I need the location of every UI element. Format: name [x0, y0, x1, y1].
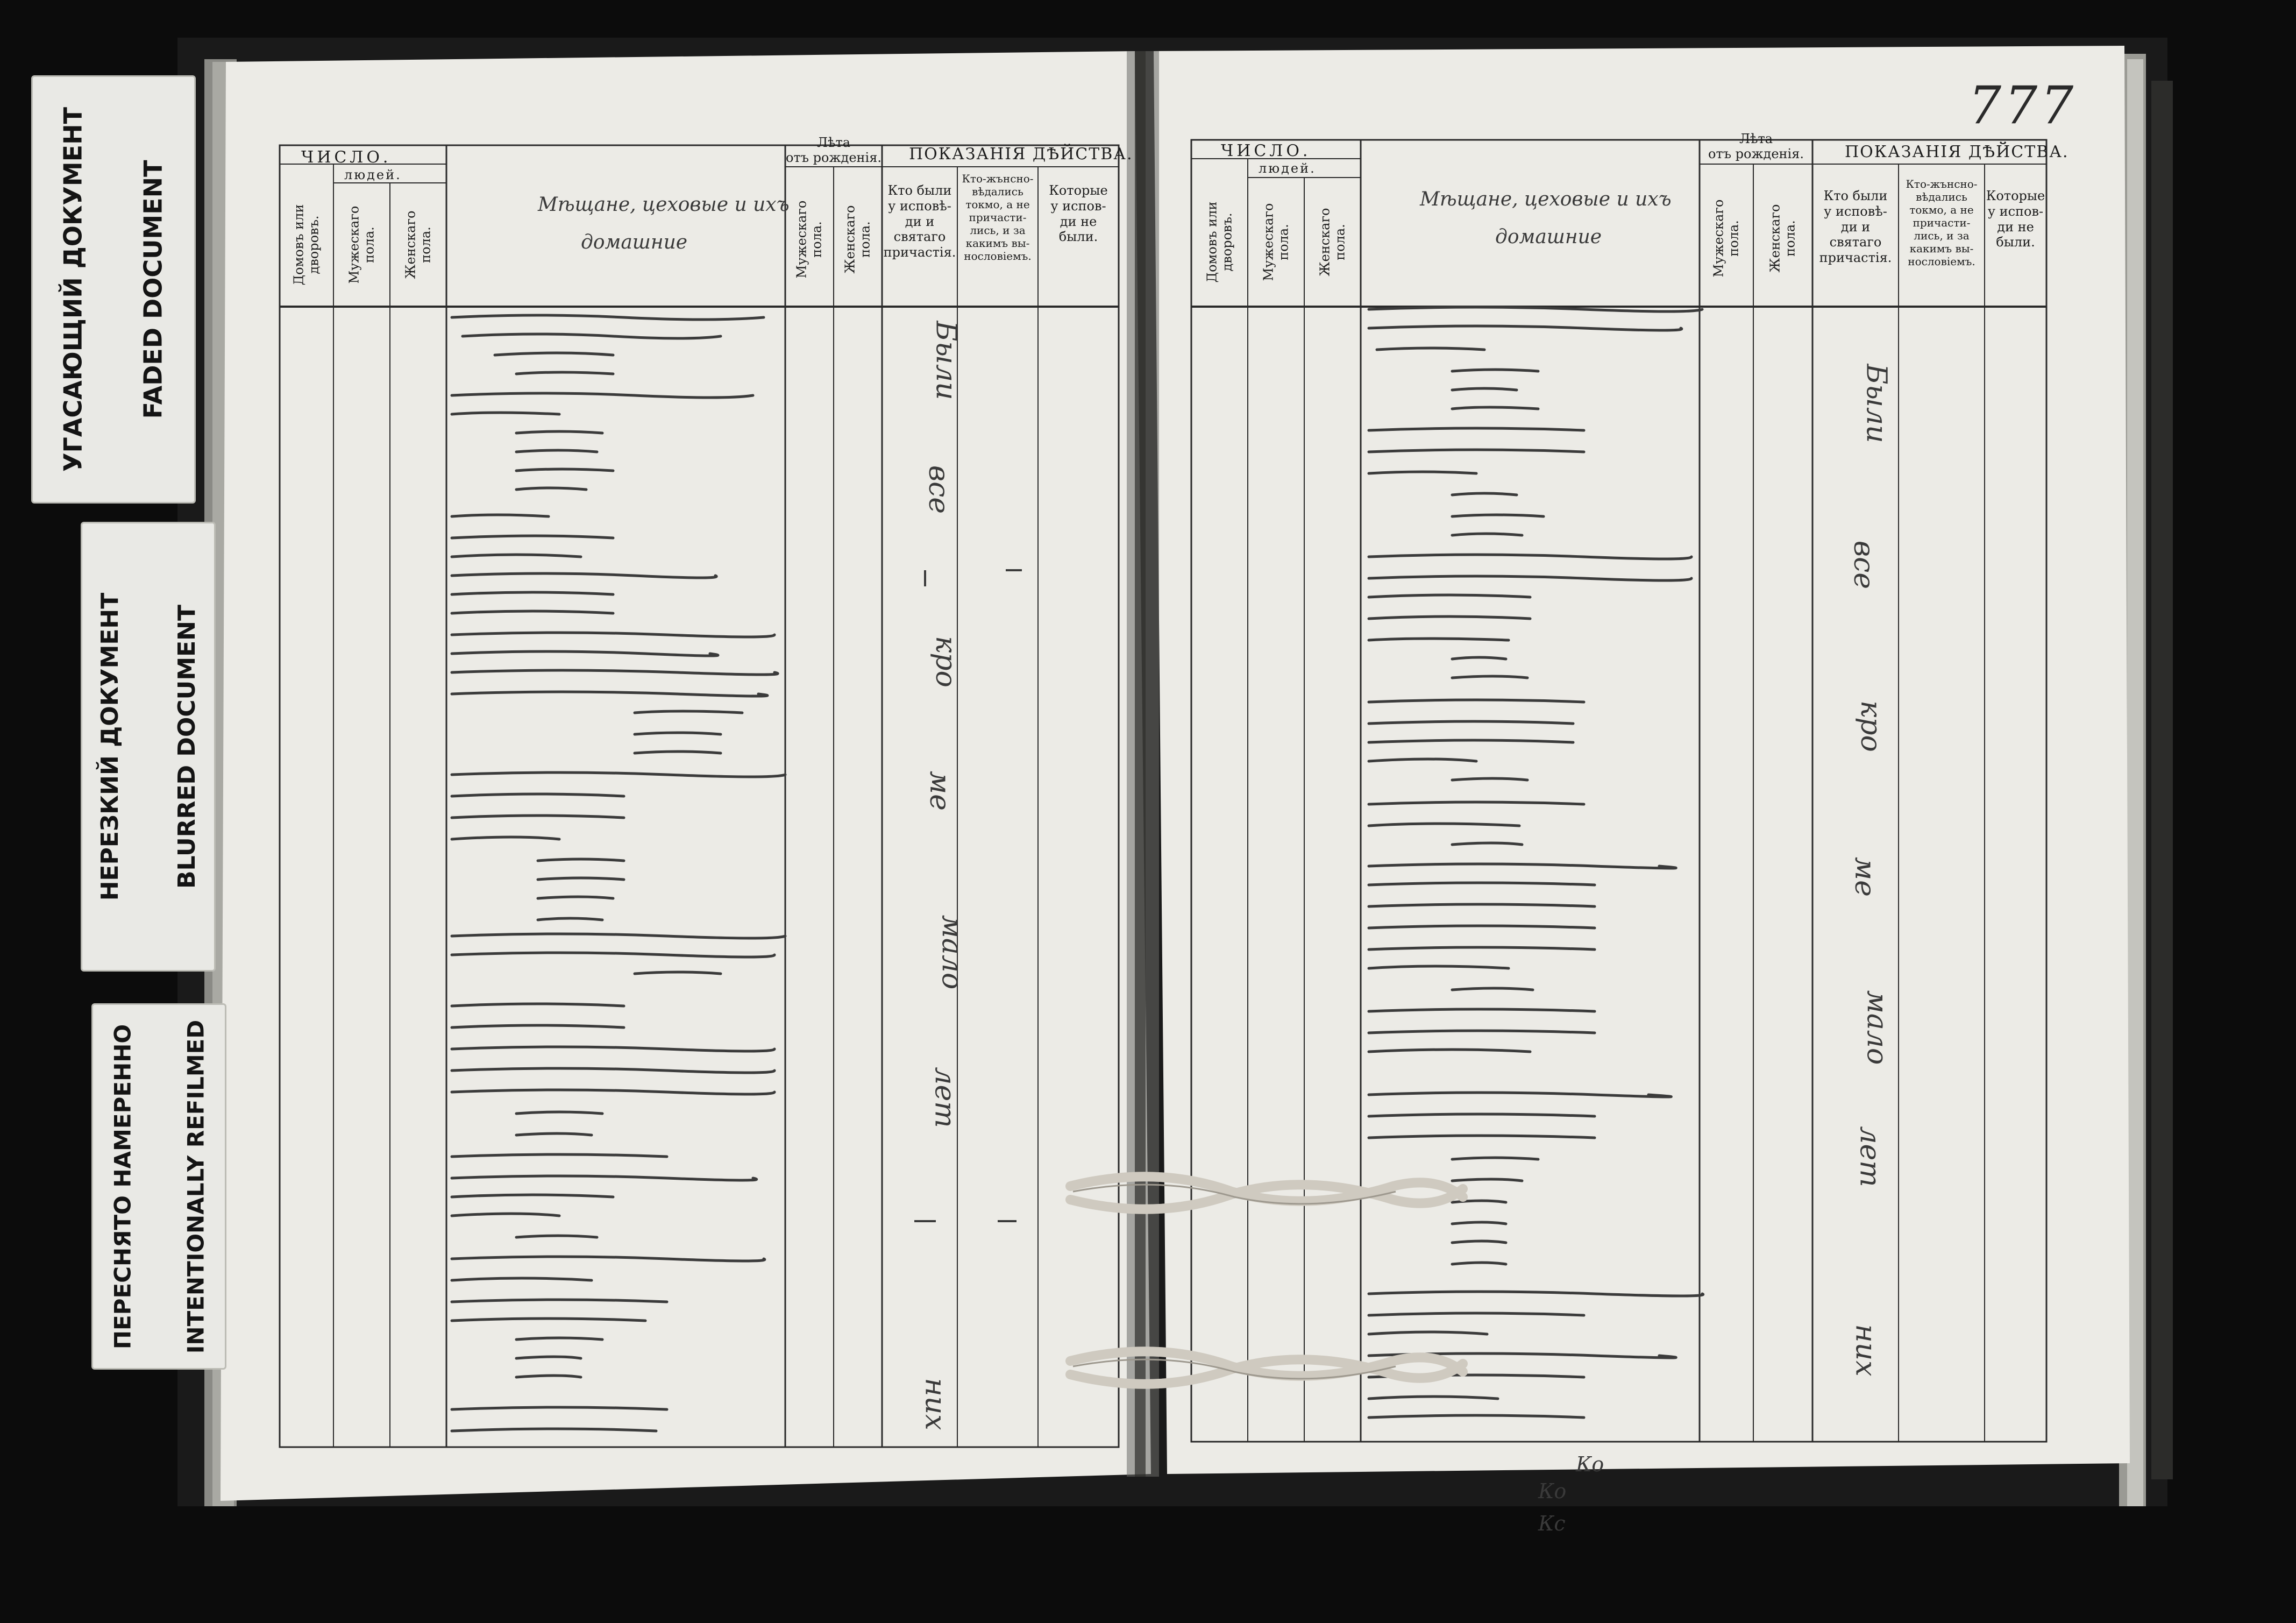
confessed-only-header: Кто-жънсно- вѣдались токмо, а не причасти- лись, и за какимъ вы- нословіемъ.: [962, 172, 1034, 263]
age-group-header: Лѣта отъ рожденія.: [1708, 131, 1804, 161]
names-column-title: Мѣщане, цеховые и ихъ: [1420, 188, 1672, 210]
chislo-label: ЧИСЛО.: [301, 148, 392, 167]
age-group-header: Лѣта отъ рожденія.: [786, 135, 882, 165]
refilmed-document-tab: [91, 1003, 226, 1370]
age-male-header: Мужескаго пола.: [1711, 199, 1741, 277]
age-female-header: Женскаго пола.: [842, 205, 872, 274]
tab-label-ru: НЕРЕЗКИЙ ДОКУМЕНТ: [96, 592, 124, 901]
tab-label-en: FADED DOCUMENT: [138, 160, 168, 419]
tab-label-en: BLURRED DOCUMENT: [173, 604, 201, 889]
confessed-only-header: Кто-жънсно- вѣдались токмо, а не причасти- лись, и за какимъ вы- нословіемъ.: [1906, 178, 1978, 268]
female-count-header: Женскаго пола.: [1317, 208, 1347, 277]
testimony-header: ПОКАЗАНІЯ ДѢЙСТВА.: [1845, 143, 2069, 161]
male-count-header: Мужескаго пола.: [1260, 203, 1291, 281]
female-count-header: Женскаго пола.: [402, 210, 433, 279]
testimony-header: ПОКАЗАНІЯ ДѢЙСТВА.: [909, 145, 1133, 164]
page-number: 777: [1968, 75, 2077, 136]
blurred-document-tab: [81, 522, 216, 972]
names-column-subtitle: домашние: [581, 231, 688, 253]
tab-label-en: INTENTIONALLY REFILMED: [182, 1019, 209, 1353]
male-count-header: Мужескаго пола.: [346, 205, 376, 284]
names-column-subtitle: домашние: [1495, 226, 1602, 248]
age-female-header: Женскаго пола.: [1767, 204, 1797, 272]
not-confessed-header: Которые у испов- ди не были.: [1049, 183, 1108, 245]
households-header: Домовъ или дворовъ.: [291, 204, 321, 286]
households-header: Домовъ или дворовъ.: [1204, 201, 1234, 283]
lyudey-label: людей.: [1259, 161, 1316, 176]
chislo-label: ЧИСЛО.: [1221, 141, 1311, 160]
confessed-header: Кто были у исповѣ- ди и святаго причастія.: [1819, 188, 1892, 266]
lyudey-label: людей.: [344, 167, 402, 182]
faded-document-tab: [31, 75, 196, 504]
tab-label-ru: УГАСАЮЩИЙ ДОКУМЕНТ: [58, 107, 88, 472]
not-confessed-header: Которые у испов- ди не были.: [1986, 188, 2045, 250]
confessed-header: Кто были у исповѣ- ди и святаго причастія.: [883, 183, 956, 260]
tab-label-ru: ПЕРЕСНЯТО НАМЕРЕННО: [109, 1024, 136, 1349]
age-male-header: Мужескаго пола.: [794, 200, 824, 279]
names-column-title: Мѣщане, цеховые и ихъ: [538, 194, 790, 216]
